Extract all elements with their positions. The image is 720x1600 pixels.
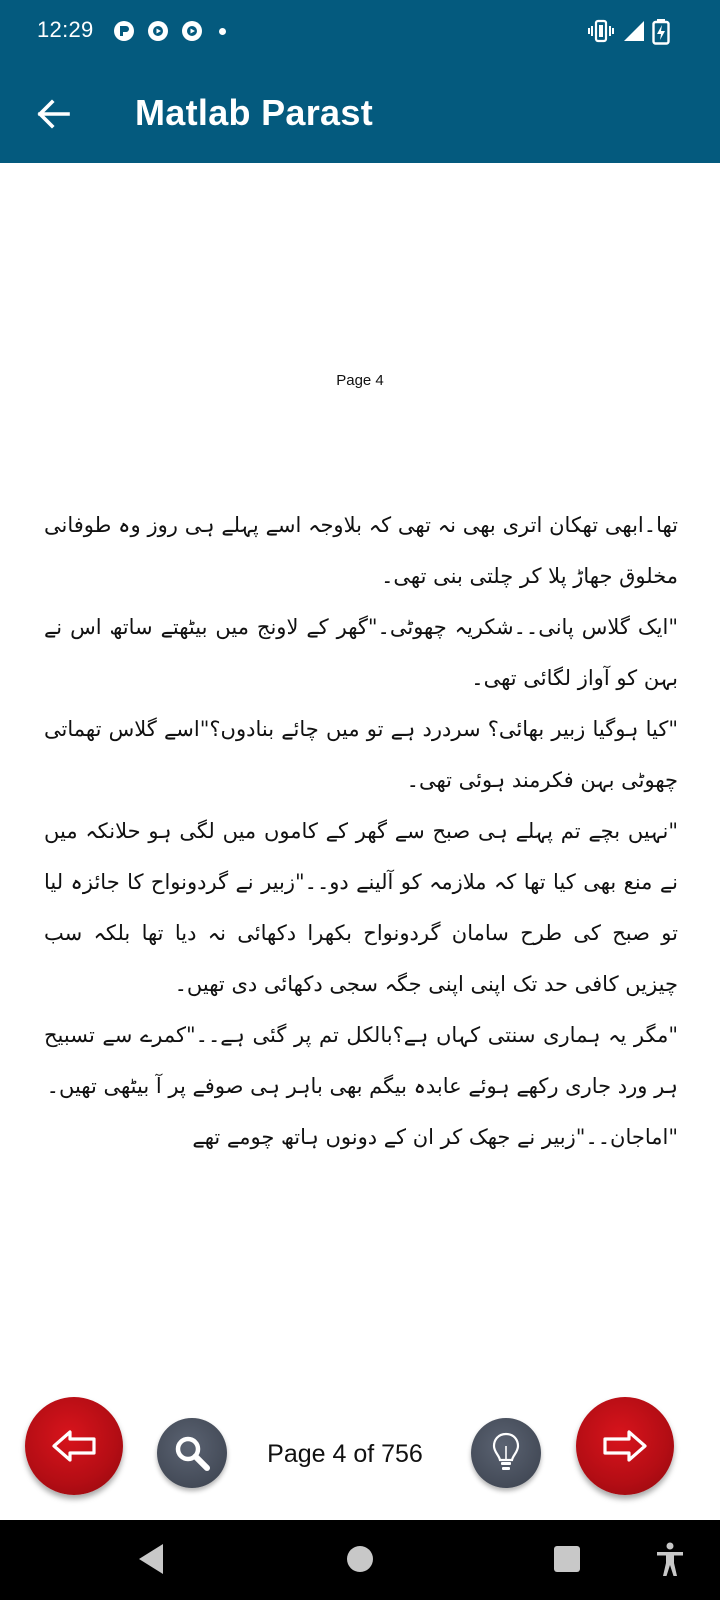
system-nav-bar xyxy=(0,1520,720,1600)
paragraph: "اماجان۔۔"زبیر نے جھک کر ان کے دونوں ہاتھ چومے تھے xyxy=(192,1125,678,1149)
app-notification-icon xyxy=(113,20,135,42)
page-label: Page 4 xyxy=(336,372,384,389)
signal-icon xyxy=(622,19,646,43)
vibrate-icon xyxy=(588,19,614,43)
paragraph: "مگر یہ ہماری سنتی کہاں ہے؟بالکل تم پر گئی ہے۔۔"کمرے سے تسبیح ہر ورد جاری رکھے ہوئے عابدہ بیگم بھی باہر ہی صوفے پر آ بیٹھی تھیں۔ xyxy=(44,1023,678,1098)
more-notifications-dot xyxy=(219,28,226,35)
status-bar xyxy=(0,0,720,64)
search-button[interactable] xyxy=(157,1418,227,1488)
paragraph: "کیا ہوگیا زبیر بھائی؟ سردرد ہے تو میں چائے بنادوں؟"اسے گلاس تھماتی چھوٹی بہن فکرمند ہوئی تھی۔ xyxy=(44,717,678,792)
arrow-right-outline-icon xyxy=(602,1429,648,1463)
status-time: 12:29 xyxy=(37,17,94,42)
arrow-left-icon xyxy=(36,99,70,129)
arrow-left-outline-icon xyxy=(51,1429,97,1463)
paragraph: تھا۔ابھی تھکان اتری بھی نہ تھی کہ بلاوجہ اسے پہلے ہی روز وہ طوفانی مخلوق جھاڑ پلا کر چلتی بنی تھی۔ xyxy=(44,513,678,588)
hint-button[interactable] xyxy=(471,1418,541,1488)
media-notification-icon xyxy=(181,20,203,42)
next-page-button[interactable] xyxy=(576,1397,674,1495)
back-triangle-icon[interactable] xyxy=(136,1542,166,1576)
paragraph: "نہیں بچے تم پہلے ہی صبح سے گھر کے کاموں میں لگی ہو حلانکہ میں نے منع بھی کیا تھا کہ ملازمہ کو آلینے دو۔۔"زبیر نے گردونواح کا جائزہ لیا تو صبح کی طرح سامان گردونواح بکھرا دکھائی نہ دیا تھا بلکہ سب چیزیں کافی حد تک اپنی اپنی جگہ سجی دکھائی دی تھیں۔ xyxy=(44,819,678,996)
book-page-text xyxy=(44,500,678,1163)
recents-square-icon[interactable] xyxy=(552,1542,582,1576)
back-button[interactable] xyxy=(28,89,78,139)
home-circle-icon[interactable] xyxy=(345,1542,375,1576)
accessibility-icon[interactable] xyxy=(655,1542,685,1578)
app-bar xyxy=(0,64,720,163)
app-title: Matlab Parast xyxy=(135,92,373,133)
search-icon xyxy=(172,1433,212,1473)
lightbulb-icon xyxy=(491,1432,521,1474)
page-counter: Page 4 of 756 xyxy=(267,1440,423,1468)
previous-page-button[interactable] xyxy=(25,1397,123,1495)
paragraph: "ایک گلاس پانی۔۔شکریہ چھوٹی۔"گھر کے لاونج میں بیٹھتے ساتھ اس نے بہن کو آواز لگائی تھی۔ xyxy=(44,615,678,690)
battery-charging-icon xyxy=(652,19,670,45)
media-notification-icon xyxy=(147,20,169,42)
